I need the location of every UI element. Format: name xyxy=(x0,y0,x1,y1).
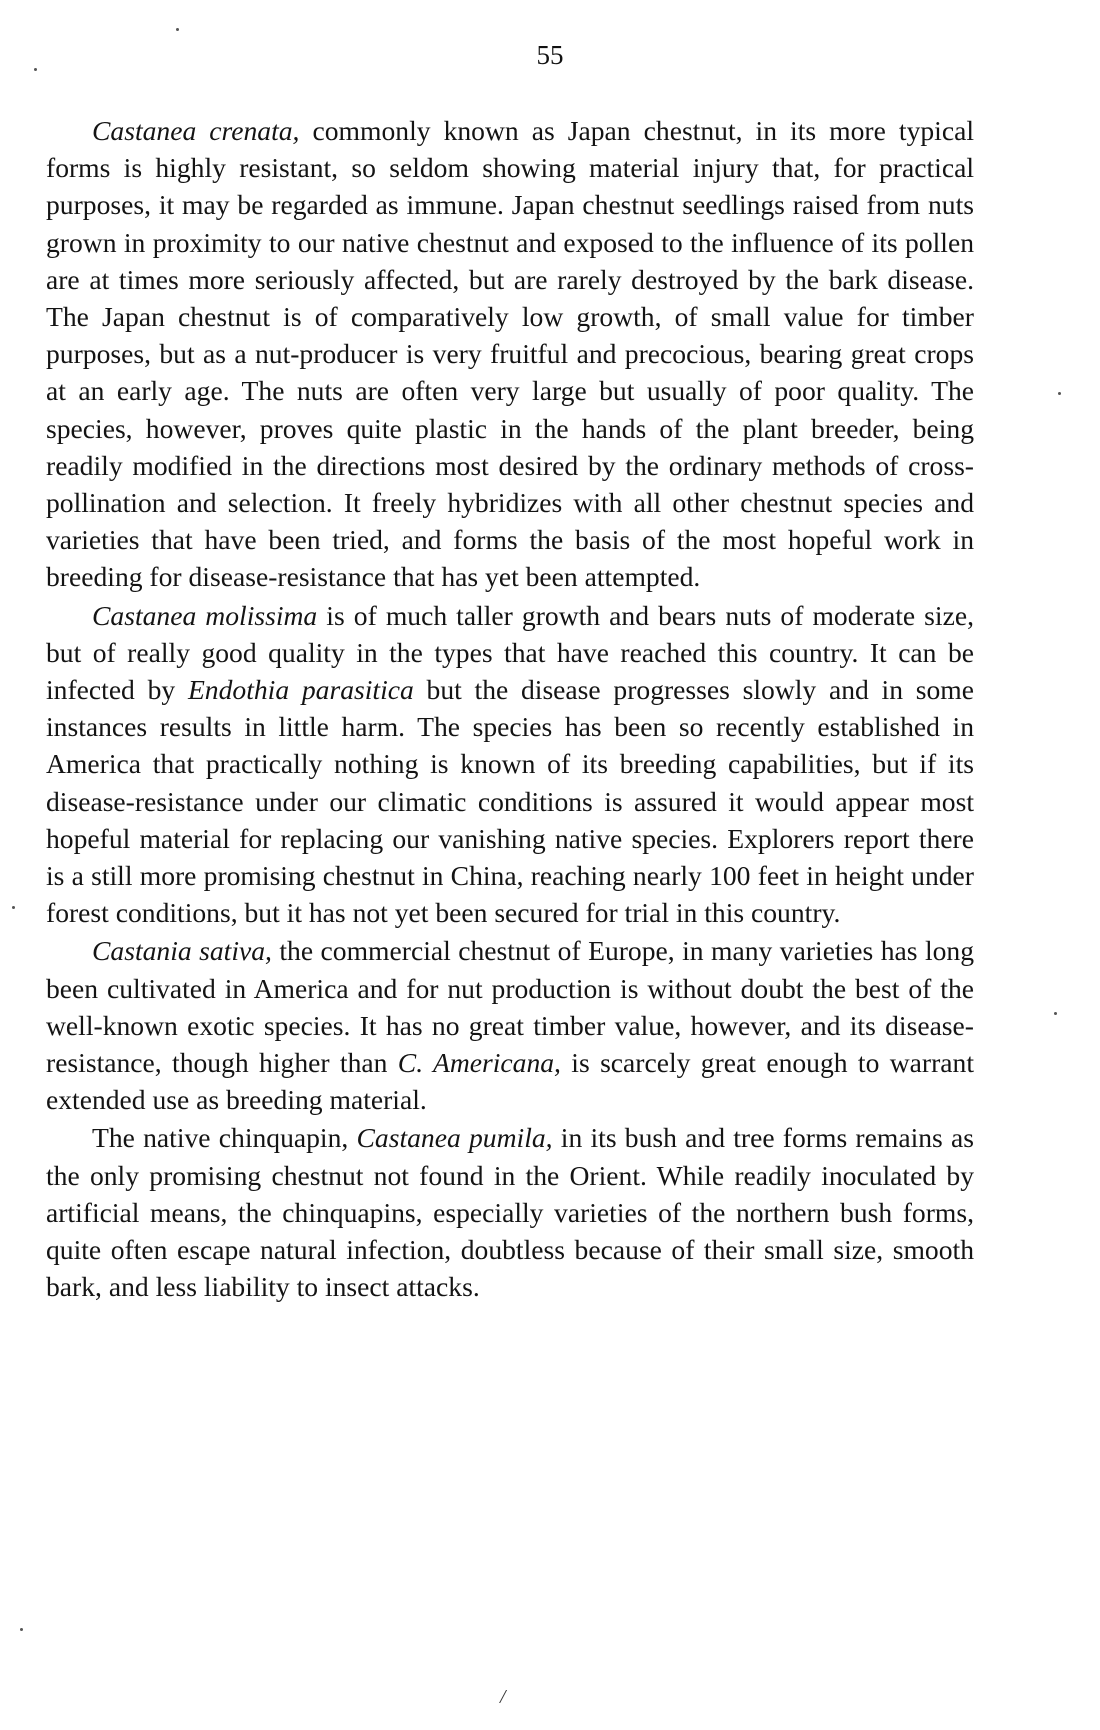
paragraph-castanea-crenata xyxy=(46,112,974,596)
fungus-name: Endothia parasitica xyxy=(187,674,414,706)
species-name: Castanea molissima xyxy=(92,599,318,631)
paragraph-text: is of much taller growth and bears nuts of moderate size, but of really good quality in the types that have reached this country. It can be infected by xyxy=(46,599,974,706)
scan-speck xyxy=(20,1628,23,1631)
species-name: Castania sativa, xyxy=(92,935,272,967)
paragraph-castanea-molissima xyxy=(46,597,974,932)
species-name: C. Americana, xyxy=(397,1047,561,1079)
scan-speck xyxy=(1058,392,1061,395)
paragraph-castanea-pumila xyxy=(46,1119,974,1305)
paragraph-text: is scarcely great enough to warrant extended use as breeding material. xyxy=(46,1047,974,1116)
paragraph-text: but the disease progresses slowly and in some instances results in little harm. The species has been so recently established in America that practically nothing is known of its breeding capabilities, but if its disease-resistance under our climatic conditions is assured it would appear most hopeful material for replacing our vanishing native species. Explorers report there is a still more promising chestnut in China, reaching nearly 100 feet in height under forest conditions, but it has not yet been secured for trial in this country. xyxy=(46,674,975,929)
paragraph-text: in its bush and tree forms remains as the only promising chestnut not found in the Orient. While readily inoculated by artificial means, the chinquapins, especially varieties of the northern bush forms, quite often escape natural infection, doubtless because of their small size, smooth bark, and less liability to insect attacks. xyxy=(46,1122,974,1303)
scan-speck xyxy=(34,68,37,71)
species-name: Castanea crenata, xyxy=(92,115,300,146)
paragraph-castania-sativa xyxy=(46,932,974,1118)
scan-speck xyxy=(176,28,179,31)
body-text xyxy=(46,112,974,1306)
species-name: Castanea pumila, xyxy=(356,1122,553,1154)
paragraph-text: The native chinquapin, xyxy=(92,1122,357,1154)
footer-mark: / xyxy=(500,1686,506,1708)
paragraph-text: the commercial chestnut of Europe, in many varieties has long been cultivated in America and for nut production is without doubt the best of the well-known exotic species. It has no great timber value, however, and its disease-resistance, though higher than xyxy=(46,935,975,1079)
scan-speck xyxy=(12,906,15,909)
paragraph-text: commonly known as Japan chestnut, in its more typical forms is highly resistant, so seldom showing material injury that, for practical purposes, it may be regarded as immune. Japan chestnut seedlings raised from nuts grown in proximity to our native chestnut and exposed to the influence of its pollen are at times more seriously affected, but are rarely destroyed by the bark disease. The Japan chestnut is of comparatively low growth, of small value for timber purposes, but as a nut-producer is very fruitful and precocious, bearing great crops at an early age. The nuts are often very large but usually of poor quality. The species, however, proves quite plastic in the hands of the plant breeder, being readily modified in the directions most desired by the ordinary methods of cross-pollination and selection. It freely hybridizes with all other chestnut species and varieties that have been tried, and forms the basis of the most hopeful work in breeding for disease-resistance that has yet been attempted. xyxy=(46,115,975,593)
scan-speck xyxy=(1054,1012,1057,1015)
page-number: 55 xyxy=(536,40,564,70)
